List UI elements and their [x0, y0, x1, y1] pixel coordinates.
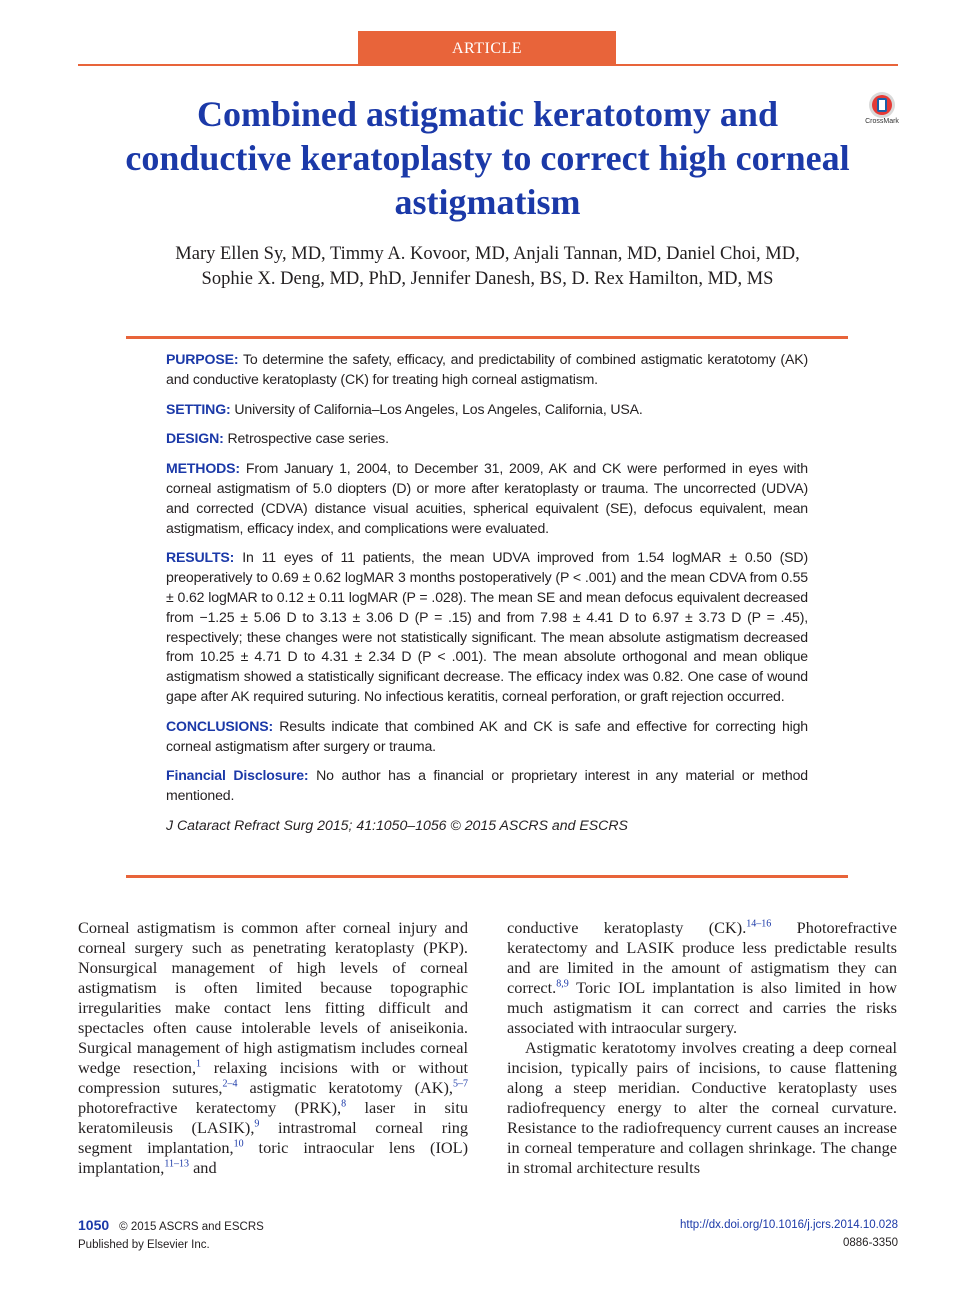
reference-link[interactable]: 11–13 — [164, 1158, 190, 1170]
abstract-methods — [166, 459, 808, 538]
journal-citation: J Cataract Refract Surg 2015; 41:1050–1056 © 2015 ASCRS and ESCRS — [166, 816, 628, 833]
footer-right — [680, 1216, 898, 1252]
abstract-purpose — [166, 350, 808, 390]
body-text: relaxing incisions with or without compression sutures, — [78, 1058, 468, 1097]
design-text: Retrospective case series. — [227, 430, 389, 447]
copyright: © 2015 ASCRS and ESCRS — [119, 1221, 264, 1233]
abstract-conclusions — [166, 717, 808, 757]
author-list — [120, 242, 855, 292]
abstract-disclosure — [166, 766, 808, 806]
body-column-right — [507, 918, 897, 1178]
disclosure-text: No author has a financial or proprietary interest in any material or method mentioned. — [166, 767, 808, 804]
setting-text: University of California–Los Angeles, Los Angeles, California, USA. — [234, 400, 643, 417]
footer-left — [78, 1216, 264, 1254]
methods-label: METHODS: — [166, 460, 240, 477]
article-title: Combined astigmatic keratotomy and conductive keratoplasty to correct high corneal astigmatism — [125, 94, 850, 222]
body-text: photorefractive keratectomy (PRK), — [78, 1098, 342, 1117]
publisher: Published by Elsevier Inc. — [78, 1239, 210, 1251]
conclusions-label: CONCLUSIONS: — [166, 717, 274, 734]
reference-link[interactable]: 9 — [254, 1118, 260, 1130]
abstract — [166, 350, 808, 846]
authors-line-1: Mary Ellen Sy, MD, Timmy A. Kovoor, MD, Anjali Tannan, MD, Daniel Choi, MD, — [175, 244, 800, 264]
abstract-top-rule — [126, 336, 848, 339]
body-text: laser in situ keratomileusis (LASIK), — [78, 1098, 468, 1137]
article-type-tag: ARTICLE — [358, 31, 616, 66]
reference-link[interactable]: 5–7 — [453, 1078, 469, 1090]
body-text: Corneal astigmatism is common after corneal injury and corneal surgery such as penetrating keratoplasty (PKP). Nonsurgical management of high levels of corneal astigmatism is often limited because topographic irregularities make contact lens fitting difficult and spectacles often cause intolerable levels of aniseikonia. Surgical management of high astigmatism includes corneal wedge resection, — [78, 918, 468, 1077]
issn: 0886-3350 — [843, 1237, 898, 1249]
body-text: conductive keratoplasty (CK). — [507, 918, 747, 937]
results-label: RESULTS: — [166, 549, 235, 566]
disclosure-label: Financial Disclosure: — [166, 767, 309, 784]
body-paragraph — [507, 918, 897, 1038]
body-paragraph: Astigmatic keratotomy involves creating a deep corneal incision, typically pairs of incisions, to cause flattening along a steep meridian. Conductive keratoplasty uses radiofrequency energy to alter the corneal curvature. Resistance to the radiofrequency current causes an increase in corneal temperature and collagen shrinkage. The change in stromal architecture results — [507, 1038, 897, 1177]
body-column-left — [78, 918, 468, 1178]
reference-link[interactable]: 14–16 — [746, 918, 772, 930]
conclusions-text: Results indicate that combined AK and CK is safe and effective for correcting high corneal astigmatism after surgery or trauma. — [166, 717, 808, 754]
body-paragraph — [78, 918, 468, 1178]
results-text: In 11 eyes of 11 patients, the mean UDVA improved from 1.54 logMAR ± 0.50 (SD) preoperatively to 0.69 ± 0.62 logMAR 3 months postoperatively (P < .001) and the mean CDVA from 0.55 ± 0.62 logMAR to 0.12 ± 0.11 logMAR (P = .028). The mean SE and mean defocus equivalent decreased from −1.25 ± 5.06 D to 3.13 ± 3.06 D (P = .15) and from 7.98 ± 4.41 D to 6.97 ± 3.73 D (P = .45), respectively; these changes were not statistically significant. The mean absolute astigmatism decreased from 10.25 ± 4.71 D to 4.31 ± 2.34 D (P < .001). The mean absolute orthogonal and mean oblique astigmatism showed a statistically significant decrease. The efficacy index was 0.82. One case of wound gape after AK required suturing. No infectious keratitis, corneal perforation, or graft rejection occurred. — [166, 549, 808, 704]
setting-label: SETTING: — [166, 400, 231, 417]
reference-link[interactable]: 1 — [196, 1058, 202, 1070]
abstract-setting — [166, 400, 808, 420]
authors-line-2: Sophie X. Deng, MD, PhD, Jennifer Danesh, BS, D. Rex Hamilton, MD, MS — [201, 269, 774, 289]
reference-link[interactable]: 8 — [341, 1098, 347, 1110]
body-text: toric intraocular lens (IOL) implantation, — [78, 1138, 468, 1177]
body-text: intrastromal corneal ring segment implantation, — [78, 1118, 469, 1157]
doi-link[interactable]: http://dx.doi.org/10.1016/j.jcrs.2014.10.028 — [679, 1219, 898, 1231]
body-text: Toric IOL implantation is also limited in how much astigmatism it can correct and carries the risks associated with intraocular surgery. — [507, 978, 897, 1037]
reference-link[interactable]: 2–4 — [222, 1078, 238, 1090]
body-text: and — [189, 1158, 217, 1177]
abstract-results — [166, 548, 808, 706]
purpose-text: To determine the safety, efficacy, and predictability of combined astigmatic keratotomy (AK) and conductive keratoplasty (CK) for treating high corneal astigmatism. — [166, 351, 809, 387]
body-text: astigmatic keratotomy (AK), — [237, 1078, 454, 1097]
crossmark-label: CrossMark — [865, 118, 899, 125]
body-text: Photorefractive keratectomy and LASIK produce less predictable results and are limited in the amount of astigmatism they can correct. — [507, 918, 897, 997]
reference-link[interactable]: 8,9 — [556, 978, 569, 990]
header-divider — [78, 64, 898, 66]
abstract-design — [166, 429, 808, 449]
page-number: 1050 — [78, 1217, 110, 1233]
purpose-label: PURPOSE: — [166, 351, 239, 367]
design-label: DESIGN: — [166, 430, 224, 447]
reference-link[interactable]: 10 — [233, 1138, 244, 1150]
abstract-bottom-rule — [126, 875, 848, 878]
methods-text: From January 1, 2004, to December 31, 2009, AK and CK were performed in eyes with corneal astigmatism of 5.0 diopters (D) or more after keratoplasty or trauma. The uncorrected (UDVA) and corrected (CDVA) distance visual acuities, spherical equivalent (SE), defocus equivalent, mean astigmatism, efficacy index, and complications were evaluated. — [166, 460, 808, 536]
